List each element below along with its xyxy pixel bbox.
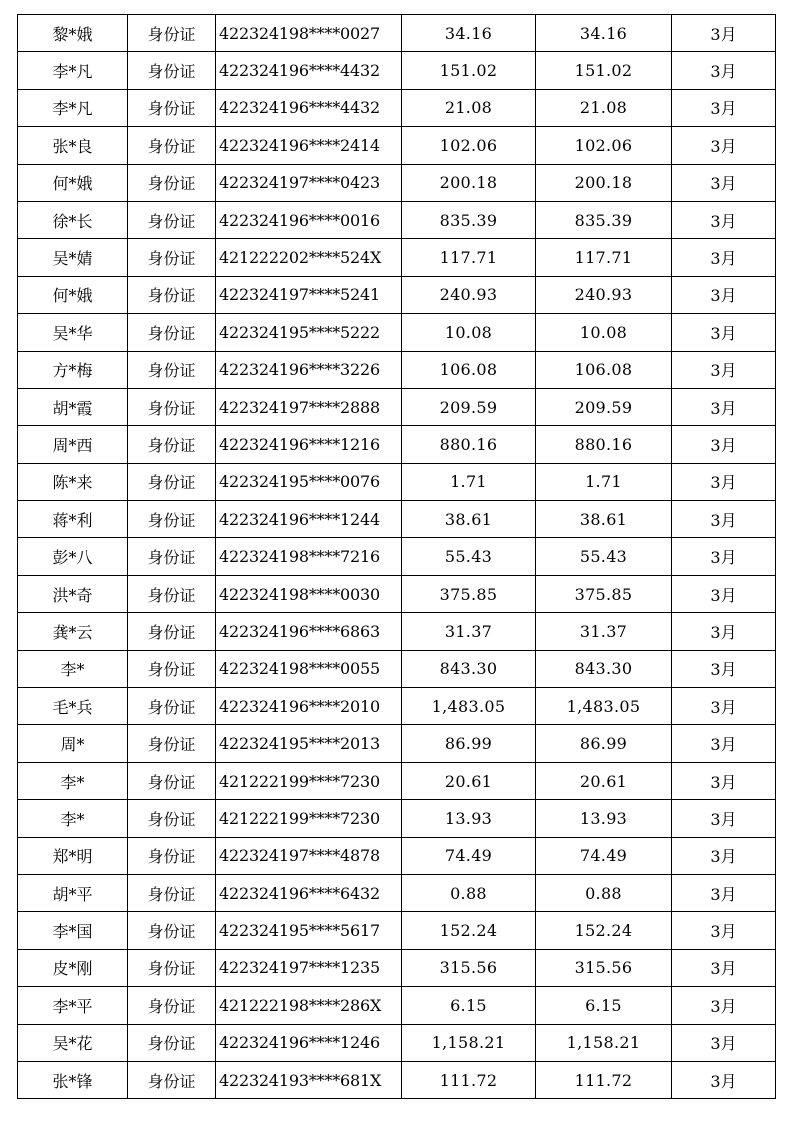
amount-cell: 880.16 [402,426,536,463]
amount-paid-cell: 835.39 [536,201,672,238]
id-number-cell: 422324198****0055 [216,650,402,687]
amount-cell: 835.39 [402,201,536,238]
records-table [17,14,776,1099]
document-type-cell: 身份证 [128,501,216,538]
month-cell: 3月 [672,52,776,89]
month-cell: 3月 [672,164,776,201]
month-cell: 3月 [672,501,776,538]
amount-paid-cell: 117.71 [536,239,672,276]
month-cell: 3月 [672,1024,776,1061]
table-row [18,52,776,89]
person-name-cell: 皮*刚 [18,949,128,986]
id-number-cell: 422324196****2414 [216,127,402,164]
amount-cell: 10.08 [402,314,536,351]
amount-paid-cell: 31.37 [536,613,672,650]
amount-paid-cell: 843.30 [536,650,672,687]
person-name-cell: 李* [18,650,128,687]
amount-cell: 38.61 [402,501,536,538]
amount-cell: 209.59 [402,388,536,425]
month-cell: 3月 [672,650,776,687]
id-number-cell: 422324196****1246 [216,1024,402,1061]
amount-paid-cell: 240.93 [536,276,672,313]
table-row [18,89,776,126]
month-cell: 3月 [672,15,776,52]
amount-paid-cell: 38.61 [536,501,672,538]
month-cell: 3月 [672,613,776,650]
month-cell: 3月 [672,351,776,388]
amount-paid-cell: 1,483.05 [536,688,672,725]
table-row [18,388,776,425]
document-type-cell: 身份证 [128,426,216,463]
id-number-cell: 422324198****7216 [216,538,402,575]
month-cell: 3月 [672,538,776,575]
month-cell: 3月 [672,725,776,762]
person-name-cell: 李*凡 [18,52,128,89]
month-cell: 3月 [672,575,776,612]
person-name-cell: 毛*兵 [18,688,128,725]
id-number-cell: 422324196****6863 [216,613,402,650]
id-number-cell: 421222199****7230 [216,800,402,837]
id-number-cell: 422324197****4878 [216,837,402,874]
month-cell: 3月 [672,388,776,425]
month-cell: 3月 [672,314,776,351]
month-cell: 3月 [672,463,776,500]
person-name-cell: 李*平 [18,987,128,1024]
month-cell: 3月 [672,912,776,949]
table-row [18,800,776,837]
table-row [18,650,776,687]
document-type-cell: 身份证 [128,837,216,874]
person-name-cell: 龚*云 [18,613,128,650]
amount-paid-cell: 55.43 [536,538,672,575]
person-name-cell: 李* [18,800,128,837]
amount-cell: 117.71 [402,239,536,276]
amount-paid-cell: 106.08 [536,351,672,388]
person-name-cell: 周*西 [18,426,128,463]
document-type-cell: 身份证 [128,276,216,313]
id-number-cell: 422324195****5617 [216,912,402,949]
document-type-cell: 身份证 [128,388,216,425]
document-type-cell: 身份证 [128,201,216,238]
table-row [18,987,776,1024]
document-type-cell: 身份证 [128,127,216,164]
month-cell: 3月 [672,276,776,313]
id-number-cell: 422324193****681X [216,1061,402,1098]
person-name-cell: 李*国 [18,912,128,949]
amount-cell: 55.43 [402,538,536,575]
person-name-cell: 吴*花 [18,1024,128,1061]
amount-cell: 102.06 [402,127,536,164]
person-name-cell: 徐*长 [18,201,128,238]
amount-paid-cell: 10.08 [536,314,672,351]
id-number-cell: 422324197****5241 [216,276,402,313]
table-row [18,762,776,799]
id-number-cell: 422324197****0423 [216,164,402,201]
document-type-cell: 身份证 [128,351,216,388]
amount-paid-cell: 21.08 [536,89,672,126]
amount-paid-cell: 375.85 [536,575,672,612]
amount-cell: 13.93 [402,800,536,837]
person-name-cell: 何*娥 [18,276,128,313]
document-type-cell: 身份证 [128,912,216,949]
table-row [18,463,776,500]
amount-paid-cell: 102.06 [536,127,672,164]
table-row [18,201,776,238]
amount-paid-cell: 86.99 [536,725,672,762]
amount-paid-cell: 880.16 [536,426,672,463]
id-number-cell: 421222199****7230 [216,762,402,799]
document-type-cell: 身份证 [128,762,216,799]
person-name-cell: 方*梅 [18,351,128,388]
month-cell: 3月 [672,1061,776,1098]
table-row [18,15,776,52]
person-name-cell: 张*锋 [18,1061,128,1098]
amount-paid-cell: 152.24 [536,912,672,949]
amount-paid-cell: 200.18 [536,164,672,201]
person-name-cell: 彭*八 [18,538,128,575]
person-name-cell: 蒋*利 [18,501,128,538]
table-row [18,426,776,463]
id-number-cell: 422324196****6432 [216,874,402,911]
amount-cell: 21.08 [402,89,536,126]
id-number-cell: 422324196****2010 [216,688,402,725]
id-number-cell: 422324196****1244 [216,501,402,538]
person-name-cell: 陈*来 [18,463,128,500]
document-type-cell: 身份证 [128,89,216,126]
amount-paid-cell: 209.59 [536,388,672,425]
id-number-cell: 422324196****3226 [216,351,402,388]
amount-cell: 151.02 [402,52,536,89]
records-table-body [18,15,776,1099]
document-type-cell: 身份证 [128,575,216,612]
amount-cell: 6.15 [402,987,536,1024]
id-number-cell: 422324197****2888 [216,388,402,425]
id-number-cell: 422324195****2013 [216,725,402,762]
amount-cell: 111.72 [402,1061,536,1098]
id-number-cell: 422324196****4432 [216,52,402,89]
document-type-cell: 身份证 [128,874,216,911]
amount-paid-cell: 111.72 [536,1061,672,1098]
document-type-cell: 身份证 [128,1061,216,1098]
table-row [18,501,776,538]
amount-paid-cell: 20.61 [536,762,672,799]
month-cell: 3月 [672,688,776,725]
amount-cell: 200.18 [402,164,536,201]
table-row [18,276,776,313]
table-row [18,874,776,911]
table-row [18,127,776,164]
id-number-cell: 422324198****0030 [216,575,402,612]
document-type-cell: 身份证 [128,1024,216,1061]
person-name-cell: 何*娥 [18,164,128,201]
table-row [18,837,776,874]
amount-cell: 152.24 [402,912,536,949]
table-row [18,1061,776,1098]
person-name-cell: 李* [18,762,128,799]
amount-cell: 106.08 [402,351,536,388]
document-type-cell: 身份证 [128,949,216,986]
document-type-cell: 身份证 [128,800,216,837]
id-number-cell: 422324195****0076 [216,463,402,500]
amount-paid-cell: 74.49 [536,837,672,874]
id-number-cell: 422324195****5222 [216,314,402,351]
amount-paid-cell: 1,158.21 [536,1024,672,1061]
document-type-cell: 身份证 [128,725,216,762]
amount-cell: 20.61 [402,762,536,799]
amount-cell: 375.85 [402,575,536,612]
document-type-cell: 身份证 [128,52,216,89]
id-number-cell: 421222198****286X [216,987,402,1024]
amount-paid-cell: 13.93 [536,800,672,837]
amount-paid-cell: 6.15 [536,987,672,1024]
document-type-cell: 身份证 [128,239,216,276]
amount-cell: 34.16 [402,15,536,52]
person-name-cell: 周* [18,725,128,762]
document-type-cell: 身份证 [128,688,216,725]
amount-paid-cell: 34.16 [536,15,672,52]
amount-cell: 86.99 [402,725,536,762]
table-row [18,351,776,388]
table-row [18,575,776,612]
month-cell: 3月 [672,127,776,164]
table-row [18,314,776,351]
document-type-cell: 身份证 [128,613,216,650]
table-row [18,613,776,650]
document-type-cell: 身份证 [128,15,216,52]
id-number-cell: 422324196****0016 [216,201,402,238]
month-cell: 3月 [672,874,776,911]
table-row [18,912,776,949]
id-number-cell: 422324197****1235 [216,949,402,986]
document-type-cell: 身份证 [128,650,216,687]
document-type-cell: 身份证 [128,463,216,500]
document-type-cell: 身份证 [128,314,216,351]
amount-cell: 1,483.05 [402,688,536,725]
person-name-cell: 李*凡 [18,89,128,126]
month-cell: 3月 [672,239,776,276]
amount-paid-cell: 315.56 [536,949,672,986]
document-type-cell: 身份证 [128,164,216,201]
table-row [18,688,776,725]
document-type-cell: 身份证 [128,538,216,575]
month-cell: 3月 [672,201,776,238]
month-cell: 3月 [672,800,776,837]
table-row [18,725,776,762]
table-row [18,1024,776,1061]
id-number-cell: 422324196****1216 [216,426,402,463]
month-cell: 3月 [672,89,776,126]
month-cell: 3月 [672,762,776,799]
id-number-cell: 422324196****4432 [216,89,402,126]
person-name-cell: 张*良 [18,127,128,164]
document-type-cell: 身份证 [128,987,216,1024]
table-row [18,164,776,201]
amount-cell: 1.71 [402,463,536,500]
table-row [18,538,776,575]
amount-cell: 240.93 [402,276,536,313]
month-cell: 3月 [672,949,776,986]
amount-cell: 843.30 [402,650,536,687]
person-name-cell: 黎*娥 [18,15,128,52]
month-cell: 3月 [672,426,776,463]
table-row [18,949,776,986]
amount-cell: 0.88 [402,874,536,911]
table-row [18,239,776,276]
amount-paid-cell: 1.71 [536,463,672,500]
amount-paid-cell: 0.88 [536,874,672,911]
amount-cell: 315.56 [402,949,536,986]
person-name-cell: 郑*明 [18,837,128,874]
person-name-cell: 洪*奇 [18,575,128,612]
amount-paid-cell: 151.02 [536,52,672,89]
amount-cell: 1,158.21 [402,1024,536,1061]
id-number-cell: 421222202****524X [216,239,402,276]
month-cell: 3月 [672,837,776,874]
person-name-cell: 胡*霞 [18,388,128,425]
person-name-cell: 吴*婧 [18,239,128,276]
amount-cell: 31.37 [402,613,536,650]
id-number-cell: 422324198****0027 [216,15,402,52]
month-cell: 3月 [672,987,776,1024]
person-name-cell: 吴*华 [18,314,128,351]
amount-cell: 74.49 [402,837,536,874]
person-name-cell: 胡*平 [18,874,128,911]
